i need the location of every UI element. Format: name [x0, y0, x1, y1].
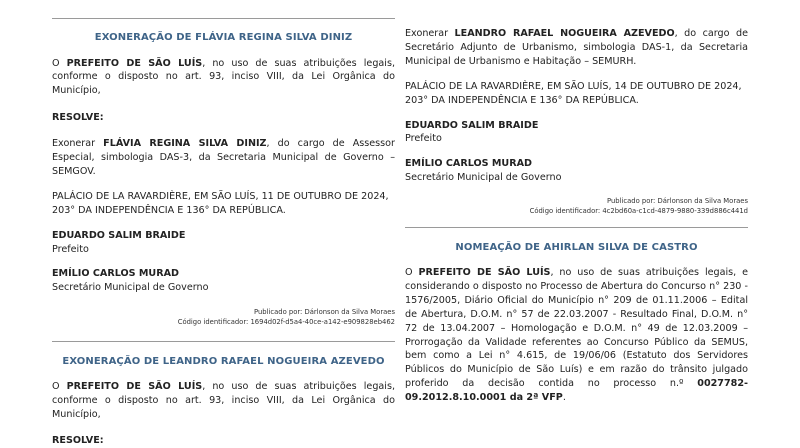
section-top-rule — [52, 18, 395, 19]
intro-paragraph: O PREFEITO DE SÃO LUÍS, no uso de suas atribuições legais, conforme o disposto no art. 93, inciso VIII, da Lei Orgânica do Município, — [52, 381, 395, 420]
signatory-role: Secretário Municipal de Governo — [405, 172, 562, 184]
section-title: NOMEAÇÃO DE AHIRLAN SILVA DE CASTRO — [455, 241, 698, 253]
intro-paragraph: O PREFEITO DE SÃO LUÍS, no uso de suas atribuições legais, conforme o disposto no art. 93, inciso VIII, da Lei Orgânica do Município, — [52, 57, 395, 97]
section-top-rule — [52, 341, 395, 342]
decree-body: Exonerar LEANDRO RAFAEL NOGUEIRA AZEVEDO, do cargo de Secretário Adjunto de Urbanismo, simbologia DAS-1, da Secretaria Municipal de Urbanismo e Habitação – SEMURH. — [405, 28, 748, 67]
signatory-name: EMÍLIO CARLOS MURAD — [405, 158, 532, 170]
signatory-name: EDUARDO SALIM BRAIDE — [405, 119, 539, 131]
section-exoneracao-flavia — [52, 18, 395, 328]
section-title: EXONERAÇÃO DE FLÁVIA REGINA SILVA DINIZ — [94, 32, 353, 43]
section-nomeacao-ahirlan — [405, 227, 748, 406]
signatory-name: EMÍLIO CARLOS MURAD — [52, 268, 179, 280]
palacio-dateline: PALÁCIO DE LA RAVARDIÈRE, EM SÃO LUÍS, 11 DE OUTUBRO DE 2024, 203° DA INDEPENDÊNCIA E 136° DA REPÚBLICA. — [52, 190, 389, 216]
identifier-code: Código identificador: 4c2bd60a-c1cd-4879-9880-339d886c441d — [529, 207, 748, 216]
signatory-role: Secretário Municipal de Governo — [52, 282, 209, 294]
intro-paragraph: O PREFEITO DE SÃO LUÍS, no uso de suas atribuições legais, e considerando o disposto no Processo de Abertura do Concurso n° 230 - 1576/2005, Diário Oficial do Município n° 209 de 01.11.2006 – Edital de Abertura, D.O.M. n° 57 de 22.03.2007 - Resultado Final, D.O.M. n° 72 de 13.04.2007 – Homologação e D.O.M. n° 49 de 12.03.2009 –Prorrogação da Validade referentes ao Concurso Público da SEMUS, bem como a Lei n° 4.615, de 19/06/06 (Estatuto dos Servidores Públicos do Município de São Luís) e em razão do trânsito julgado proferido da decisão contida no processo n.º 0027782-09.2012.8.10.0001 da 2ª VFP. — [405, 267, 749, 404]
resolve-label: RESOLVE: — [52, 112, 104, 124]
palacio-dateline: PALÁCIO DE LA RAVARDIÈRE, EM SÃO LUÍS, 14 DE OUTUBRO DE 2024, 203° DA INDEPENDÊNCIA E 136° DA REPÚBLICA. — [405, 80, 742, 106]
right-column — [405, 0, 748, 405]
section-top-rule — [405, 227, 748, 228]
left-column — [52, 0, 395, 448]
signatory-role: Prefeito — [52, 243, 89, 255]
section-exoneracao-leandro — [52, 341, 395, 448]
decree-body: Exonerar FLÁVIA REGINA SILVA DINIZ, do cargo de Assessor Especial, simbologia DAS-3, da Secretaria Municipal de Governo – SEMGOV. — [52, 138, 395, 177]
publication-info — [405, 196, 748, 216]
resolve-label: RESOLVE: — [52, 434, 104, 446]
published-by: Publicado por: Dárlonson da Silva Moraes — [606, 197, 748, 206]
publication-info — [52, 307, 395, 327]
signatory-role: Prefeito — [405, 133, 442, 145]
signatory-name: EDUARDO SALIM BRAIDE — [52, 229, 186, 241]
published-by: Publicado por: Dárlonson da Silva Moraes — [253, 308, 395, 317]
identifier-code: Código identificador: 1694d02f-d5a4-40ce-a142-e909828eb462 — [177, 318, 395, 327]
section-exoneracao-leandro-cont — [405, 27, 748, 217]
section-title: EXONERAÇÃO DE LEANDRO RAFAEL NOGUEIRA AZEVEDO — [62, 355, 385, 367]
